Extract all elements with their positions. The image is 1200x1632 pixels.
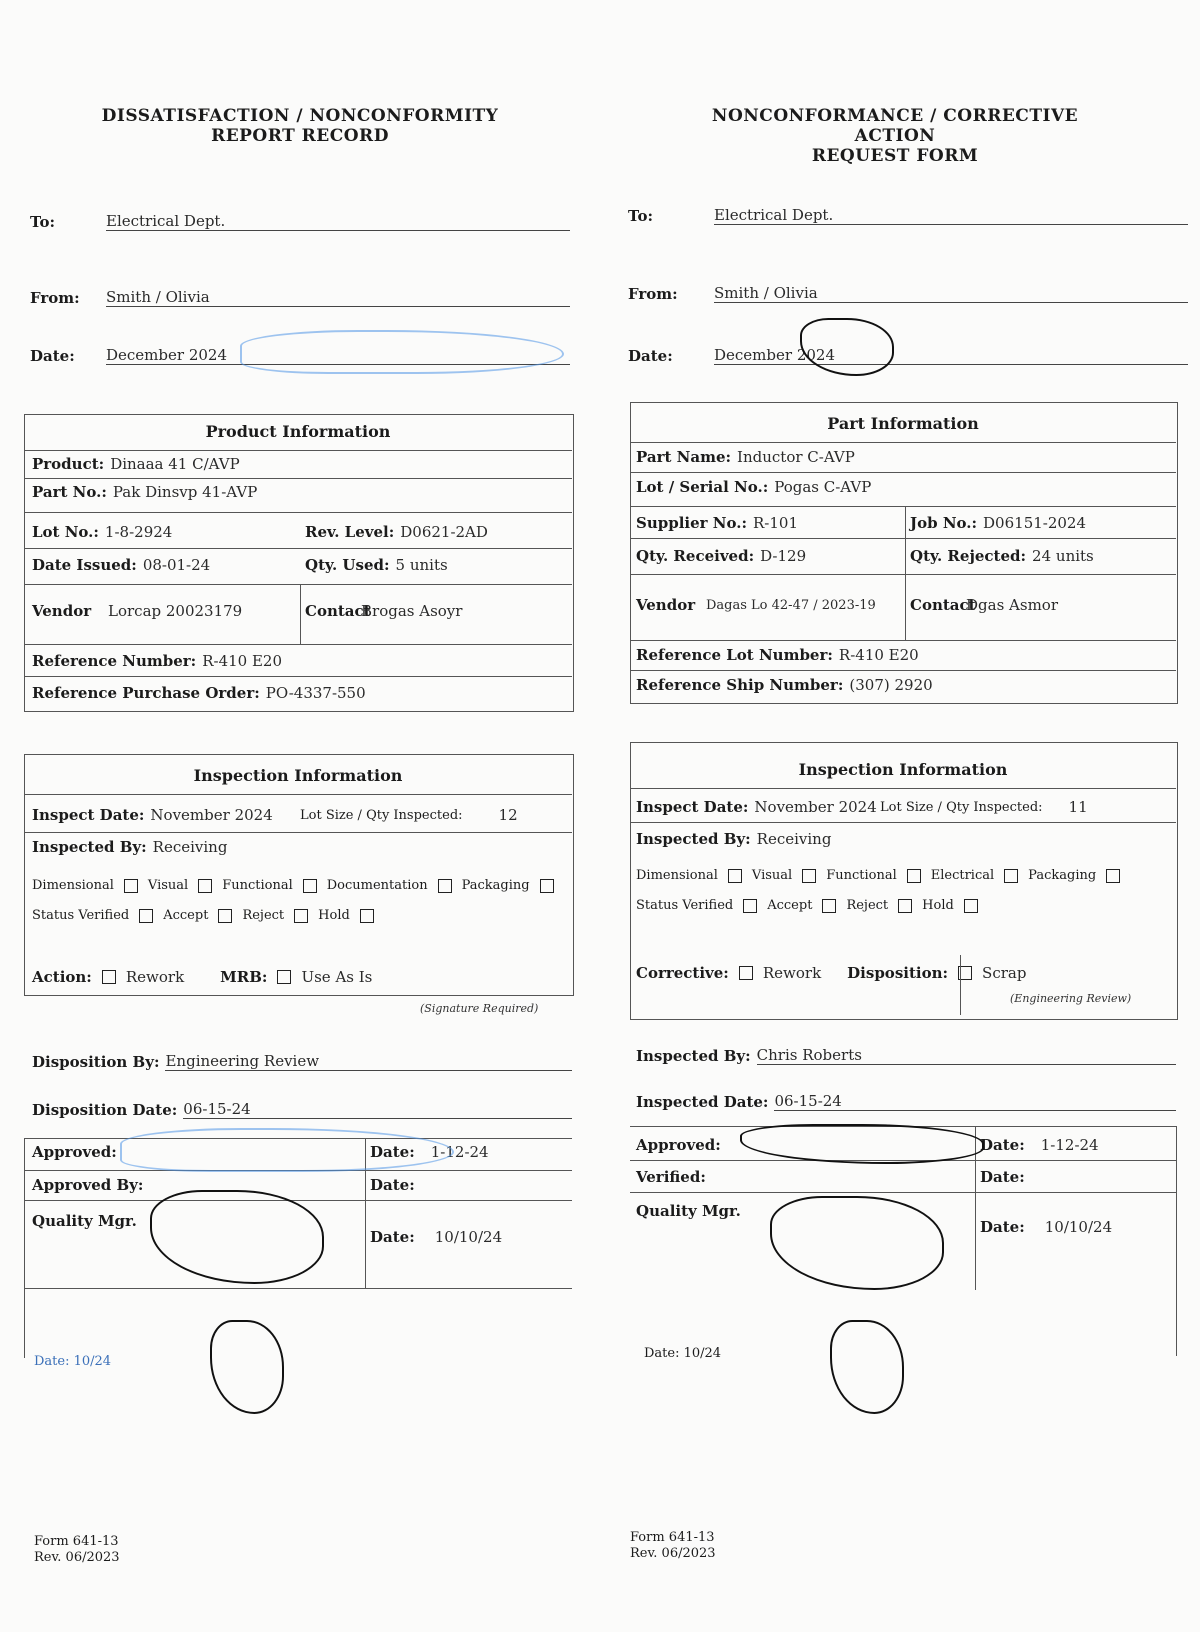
left-sign-date-value-2[interactable]: 10/10/24 (434, 1228, 503, 1246)
left-prod-label-2: Lot No.: (32, 523, 99, 541)
right-date-value[interactable]: December 2024 (714, 346, 1188, 365)
right-action-value[interactable]: Rework (762, 964, 822, 982)
right-action-checkbox[interactable] (739, 966, 753, 980)
left-check2-label-0: Status Verified (32, 908, 130, 923)
left-check-label-0: Dimensional (32, 878, 114, 893)
right-sign-row-1 (636, 1168, 706, 1186)
right-pair-row-1 (636, 547, 806, 565)
left-insp-dept-row (32, 838, 227, 856)
right-check2-label-1: Accept (767, 898, 813, 913)
right-title (690, 106, 1100, 166)
left-prod-right-label-0: Rev. Level: (305, 523, 395, 541)
left-title-line1: DISSATISFACTION / NONCONFORMITY (101, 106, 499, 126)
left-checkbox2-2[interactable] (294, 909, 308, 923)
right-checkbox2-0[interactable] (743, 899, 757, 913)
left-from-label: From: (30, 288, 80, 307)
left-dispdate-value[interactable]: 06-15-24 (183, 1100, 572, 1119)
right-from-label: From: (628, 284, 678, 303)
left-to-value[interactable]: Electrical Dept. (106, 212, 570, 231)
left-check2-label-2: Reject (242, 908, 285, 923)
right-ref2-row (636, 676, 933, 694)
right-part-row-1 (636, 478, 871, 496)
right-check-label-2: Functional (826, 868, 897, 883)
left-prod-label-3: Date Issued: (32, 556, 137, 574)
right-sign-date-row-0 (980, 1136, 1099, 1154)
right-dispdate-value[interactable]: 06-15-24 (774, 1092, 1176, 1111)
right-insp-qty-row (880, 798, 1088, 816)
left-insp-dept-value[interactable]: Receiving (152, 838, 228, 856)
right-check-label-3: Electrical (930, 868, 995, 883)
right-pair-rvalue-1[interactable]: 24 units (1032, 547, 1094, 565)
left-sign-date-value-0[interactable]: 1-12-24 (430, 1143, 489, 1161)
right-check-label-4: Packaging (1028, 868, 1097, 883)
left-checkbox2-1[interactable] (218, 909, 232, 923)
right-vendor-row (636, 596, 876, 614)
right-sign-date-row-1 (980, 1168, 1031, 1186)
right-checkbox-3[interactable] (1004, 869, 1018, 883)
right-mrb-note: (Engineering Review) (1010, 992, 1132, 1005)
left-sign-label-1: Approved By: (32, 1176, 144, 1194)
right-pair-llabel-1: Qty. Received: (636, 547, 755, 565)
right-pair-lvalue-0[interactable]: R-101 (753, 514, 798, 532)
left-insp-qty-label: Lot Size / Qty Inspected: (300, 807, 463, 823)
left-sign-date-label-0: Date: (370, 1143, 415, 1161)
left-prod-value-2[interactable]: 1-8-2924 (104, 523, 173, 541)
left-action-row (32, 968, 372, 986)
right-mrb-value[interactable]: Scrap (982, 964, 1027, 982)
left-sign-row-2 (32, 1212, 137, 1230)
left-dispdate-label: Disposition Date: (32, 1100, 178, 1119)
right-insp-qty-label: Lot Size / Qty Inspected: (880, 799, 1043, 815)
right-checkbox2-1[interactable] (822, 899, 836, 913)
right-checkbox-2[interactable] (907, 869, 921, 883)
left-from-value[interactable]: Smith / Olivia (106, 288, 570, 307)
right-pair-rrow-1 (910, 547, 1094, 565)
right-corner-note: Date: 10/24 (644, 1346, 722, 1361)
left-vendor-label: Vendor (32, 602, 92, 620)
right-mrb-label: Disposition: (847, 964, 949, 982)
left-sign-date-row-2 (370, 1228, 502, 1246)
left-initials-mark (210, 1320, 284, 1414)
left-to-label: To: (30, 212, 55, 231)
left-vendor-row (32, 602, 242, 620)
left-contact-value[interactable]: Brogas Asoyr (361, 602, 463, 620)
right-initials-mark (830, 1320, 904, 1414)
right-sign-date-label-0: Date: (980, 1136, 1025, 1154)
right-check-label-1: Visual (751, 868, 793, 883)
right-part-row-0 (636, 448, 855, 466)
right-ref1-label: Reference Lot Number: (636, 646, 833, 664)
left-prod-label-0: Product: (32, 455, 105, 473)
left-approval-signature (120, 1128, 454, 1172)
right-insp-checks-row1 (636, 868, 1124, 883)
left-checkbox-2[interactable] (303, 879, 317, 893)
right-sign-date-label-1: Date: (980, 1168, 1025, 1186)
right-checkbox-0[interactable] (728, 869, 742, 883)
right-insp-checks-row2 (636, 898, 982, 913)
right-part-value-1[interactable]: Pogas C-AVP (774, 478, 872, 496)
right-from-row (628, 284, 1188, 303)
left-to-row (30, 212, 570, 231)
left-ref2-value[interactable]: PO-4337-550 (265, 684, 366, 702)
left-sign-label-0: Approved: (32, 1143, 117, 1161)
left-prod-right-label-1: Qty. Used: (305, 556, 390, 574)
left-vendor-value[interactable]: Lorcap 20023179 (108, 602, 243, 620)
right-disposition-row (636, 1046, 1176, 1065)
right-date-label: Date: (628, 346, 673, 365)
left-inspection-title: Inspection Information (193, 766, 403, 785)
right-pair-rvalue-0[interactable]: D06151-2024 (983, 514, 1087, 532)
right-date-row (628, 346, 1188, 365)
left-checkbox-4[interactable] (540, 879, 554, 893)
right-vendor-value[interactable]: Dagas Lo 42-47 / 2023-19 (706, 597, 876, 613)
left-footer-line2: Rev. 06/2023 (34, 1550, 120, 1565)
left-action-label: Action: (32, 968, 92, 986)
left-inspection-box (24, 754, 574, 996)
left-checkbox-0[interactable] (124, 879, 138, 893)
left-prod-row-2 (32, 523, 172, 541)
left-ref1-row (32, 652, 282, 670)
left-prod-value-1[interactable]: Pak Dinsvp 41-AVP (112, 483, 258, 501)
left-date-value[interactable]: December 2024 (106, 346, 570, 365)
right-footer (630, 1530, 716, 1562)
left-mrb-label: MRB: (220, 968, 268, 986)
right-title-line2: REQUEST FORM (811, 146, 979, 166)
right-action-label: Corrective: (636, 964, 729, 982)
left-action-value[interactable]: Rework (125, 968, 185, 986)
left-insp-qty-value[interactable]: 12 (498, 806, 518, 824)
left-product-title: Product Information (205, 422, 391, 441)
left-manager-signature (150, 1190, 324, 1284)
right-part-label-1: Lot / Serial No.: (636, 478, 769, 496)
left-prod-right-value-0[interactable]: D0621-2AD (400, 523, 488, 541)
left-footer (34, 1534, 120, 1566)
right-part-label-0: Part Name: (636, 448, 732, 466)
left-prod-right-row-1 (305, 556, 448, 574)
left-insp-date-row (32, 806, 273, 824)
left-disposition-value[interactable]: Engineering Review (165, 1052, 572, 1071)
left-checkbox2-0[interactable] (139, 909, 153, 923)
right-title-line1: NONCONFORMANCE / CORRECTIVE ACTION (711, 106, 1079, 146)
right-contact-row (910, 596, 1058, 614)
right-sign-row-2 (636, 1202, 741, 1220)
right-disposition-label: Inspected By: (636, 1046, 751, 1065)
right-contact-label: Contact (910, 596, 976, 614)
right-sign-date-value-0[interactable]: 1-12-24 (1040, 1136, 1099, 1154)
right-sign-label-1: Verified: (636, 1168, 706, 1186)
right-checkbox2-3[interactable] (964, 899, 978, 913)
right-to-value[interactable]: Electrical Dept. (714, 206, 1188, 225)
right-insp-qty-value[interactable]: 11 (1068, 798, 1088, 816)
right-ref1-value[interactable]: R-410 E20 (838, 646, 919, 664)
left-prod-right-row-0 (305, 523, 488, 541)
left-prod-right-value-1[interactable]: 5 units (395, 556, 448, 574)
right-pair-row-0 (636, 514, 798, 532)
right-check2-label-0: Status Verified (636, 898, 734, 913)
right-check-label-0: Dimensional (636, 868, 718, 883)
left-insp-checks-row1 (32, 878, 558, 893)
left-date-signature (240, 330, 564, 374)
left-contact-row (305, 602, 462, 620)
left-prod-row-1 (32, 483, 257, 501)
left-ref1-value[interactable]: R-410 E20 (202, 652, 283, 670)
left-ref2-row (32, 684, 366, 702)
left-date-label: Date: (30, 346, 75, 365)
right-part-value-0[interactable]: Inductor C-AVP (737, 448, 855, 466)
left-checkbox-1[interactable] (198, 879, 212, 893)
left-sign-row-1 (32, 1176, 143, 1194)
right-footer-line2: Rev. 06/2023 (630, 1546, 716, 1561)
right-inspection-title: Inspection Information (798, 760, 1008, 779)
right-pair-rrow-0 (910, 514, 1086, 532)
left-corner-note: Date: 10/24 (34, 1354, 112, 1369)
right-sign-date-label-2: Date: (980, 1218, 1025, 1236)
left-check2-label-1: Accept (163, 908, 209, 923)
right-insp-dept-row (636, 830, 831, 848)
right-action-row (636, 964, 1026, 982)
right-checkbox-4[interactable] (1106, 869, 1120, 883)
right-sign-label-0: Approved: (636, 1136, 721, 1154)
right-date-signature (800, 318, 894, 376)
left-sign-date-label-1: Date: (370, 1176, 415, 1194)
left-mrb-value[interactable]: Use As Is (301, 968, 373, 986)
left-sign-date-row-1 (370, 1176, 421, 1194)
right-sign-date-value-2[interactable]: 10/10/24 (1044, 1218, 1113, 1236)
left-check2-label-3: Hold (318, 908, 350, 923)
right-disposition-value[interactable]: Chris Roberts (757, 1046, 1176, 1065)
left-insp-date-label: Inspect Date: (32, 806, 145, 824)
left-prod-label-1: Part No.: (32, 483, 107, 501)
left-action-checkbox[interactable] (102, 970, 116, 984)
right-ref2-value[interactable]: (307) 2920 (849, 676, 933, 694)
left-footer-line1: Form 641-13 (34, 1534, 119, 1549)
right-pair-llabel-0: Supplier No.: (636, 514, 747, 532)
right-part-title: Part Information (827, 414, 979, 433)
right-footer-line1: Form 641-13 (630, 1530, 715, 1545)
right-approval-signature (740, 1124, 984, 1164)
left-ref1-label: Reference Number: (32, 652, 197, 670)
right-insp-dept-value[interactable]: Receiving (756, 830, 832, 848)
right-pair-rlabel-0: Job No.: (910, 514, 978, 532)
left-prod-value-0[interactable]: Dinaaa 41 C/AVP (110, 455, 240, 473)
left-disposition-label: Disposition By: (32, 1052, 160, 1071)
right-pair-lvalue-1[interactable]: D-129 (760, 547, 807, 565)
right-sign-label-2: Quality Mgr. (636, 1202, 741, 1220)
left-title-line2: REPORT RECORD (211, 126, 389, 146)
right-vendor-label: Vendor (636, 596, 696, 614)
left-disposition-row (32, 1052, 572, 1071)
left-mrb-note: (Signature Required) (420, 1002, 539, 1015)
right-checkbox-1[interactable] (802, 869, 816, 883)
right-ref2-label: Reference Ship Number: (636, 676, 844, 694)
left-contact-label: Contact (305, 602, 371, 620)
right-to-row (628, 206, 1188, 225)
left-check-label-4: Packaging (461, 878, 530, 893)
right-from-value[interactable]: Smith / Olivia (714, 284, 1188, 303)
left-insp-qty-row (300, 806, 518, 824)
right-checkbox2-2[interactable] (898, 899, 912, 913)
left-insp-checks-row2 (32, 908, 378, 923)
left-prod-value-3[interactable]: 08-01-24 (142, 556, 211, 574)
right-ref1-row (636, 646, 919, 664)
left-sign-label-2: Quality Mgr. (32, 1212, 137, 1230)
right-insp-dept-label: Inspected By: (636, 830, 751, 848)
right-insp-date-label: Inspect Date: (636, 798, 749, 816)
left-from-row (30, 288, 570, 307)
right-check2-label-2: Reject (846, 898, 889, 913)
right-contact-value[interactable]: Dgas Asmor (966, 596, 1058, 614)
left-checkbox2-3[interactable] (360, 909, 374, 923)
left-title (100, 106, 500, 146)
left-dispdate-row (32, 1100, 572, 1119)
right-pair-rlabel-1: Qty. Rejected: (910, 547, 1027, 565)
right-dispdate-label: Inspected Date: (636, 1092, 769, 1111)
right-to-label: To: (628, 206, 653, 225)
left-check-label-2: Functional (222, 878, 293, 893)
right-manager-signature (770, 1196, 944, 1290)
right-sign-date-row-2 (980, 1218, 1112, 1236)
right-check2-label-3: Hold (922, 898, 954, 913)
left-insp-date-value[interactable]: November 2024 (150, 806, 273, 824)
left-sign-date-label-2: Date: (370, 1228, 415, 1246)
right-insp-date-value[interactable]: November 2024 (754, 798, 877, 816)
left-insp-dept-label: Inspected By: (32, 838, 147, 856)
left-prod-row-0 (32, 455, 240, 473)
right-dispdate-row (636, 1092, 1176, 1111)
right-insp-date-row (636, 798, 877, 816)
left-sign-row-0 (32, 1143, 117, 1161)
right-sign-row-0 (636, 1136, 721, 1154)
left-prod-row-3 (32, 556, 210, 574)
left-check-label-3: Documentation (326, 878, 428, 893)
left-check-label-1: Visual (147, 878, 189, 893)
left-ref2-label: Reference Purchase Order: (32, 684, 260, 702)
left-checkbox-3[interactable] (438, 879, 452, 893)
left-mrb-checkbox[interactable] (277, 970, 291, 984)
